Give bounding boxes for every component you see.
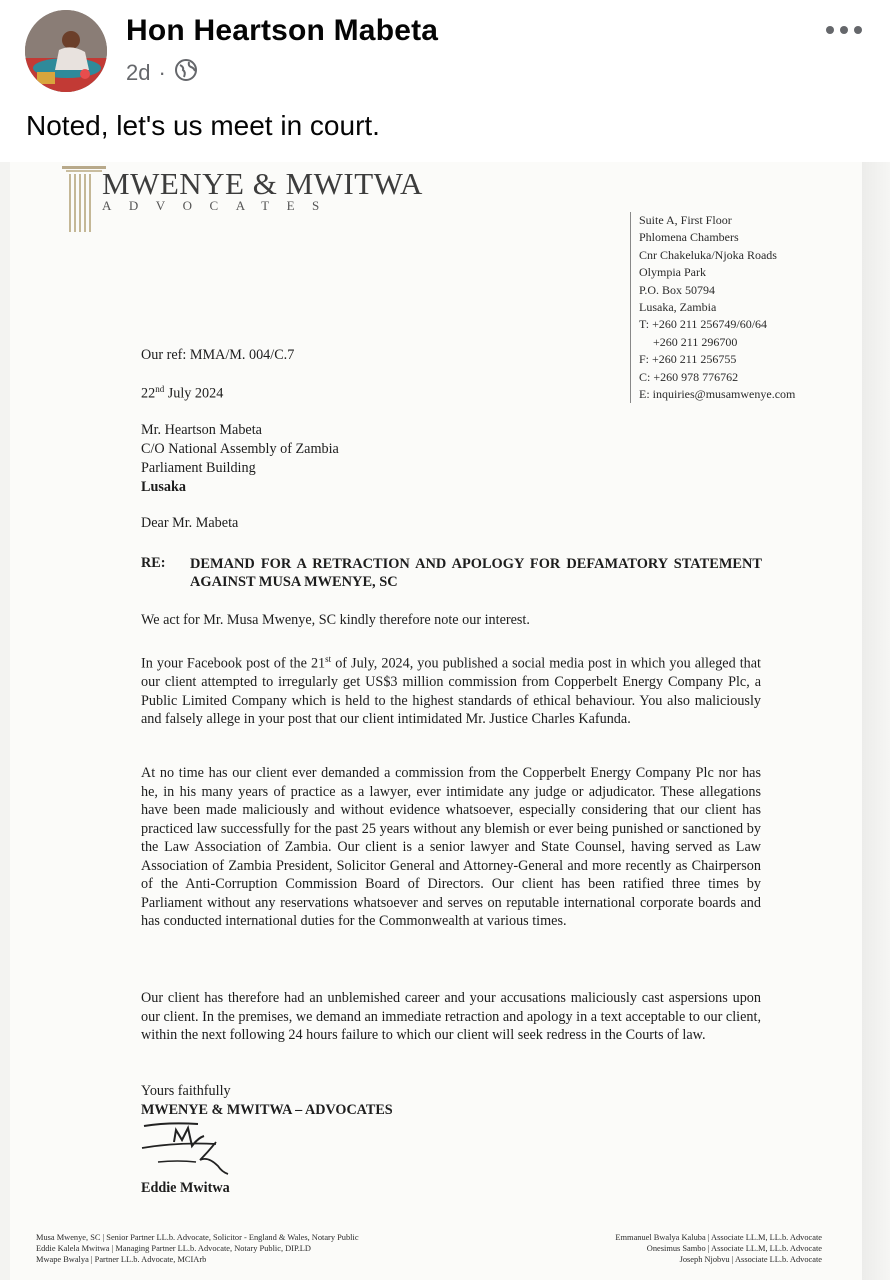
more-dot-icon — [854, 26, 862, 34]
address-line: P.O. Box 50794 — [639, 282, 716, 297]
footer-partners — [36, 1232, 359, 1265]
letter-date — [141, 384, 223, 403]
meta-separator: · — [158, 60, 166, 85]
subject-label: RE: — [141, 555, 166, 571]
address-line: C: +260 978 776762 — [639, 369, 739, 384]
firm-subtitle: ADVOCATES — [102, 198, 337, 213]
footer-line: Joseph Njobvu | Associate LL.b. Advocate — [679, 1255, 822, 1264]
footer-line: Onesimus Sambo | Associate LL.M, LL.b. Advocate — [646, 1244, 822, 1253]
more-dot-icon — [826, 26, 834, 34]
firm-name: MWENYE & MWITWA — [102, 166, 423, 201]
footer-line: Mwape Bwalya | Partner LL.b. Advocate, MCIArb — [36, 1255, 207, 1264]
date-day: 22 — [141, 385, 156, 402]
author-name[interactable]: Hon Heartson Mabeta — [126, 14, 439, 47]
subject-text: DEMAND FOR A RETRACTION AND APOLOGY FOR DEFAMATORY STATEMENT AGAINST MUSA MWENYE, SC — [190, 556, 762, 590]
paragraph-3: At no time has our client ever demanded a commission from the Copperbelt Energy Company Plc nor has he, in his many years of practice as a lawyer, ever intimidate any judge or adjudicator. These allegations have been made maliciously and without evidence whatsoever, especially considering that our client has practiced law successfully for the past 25 years without any blemish or ever being punished or sanctioned by the Law Association of Zambia. Our client is a senior lawyer and State Counsel, having served as Law Association of Zambia President, Solicitor General and Attorney-General and more recently as Chairperson of the Anti-Corruption Commission Board of Directors. Our client has been ratified three times by Parliament without any reservations whatsoever and serves on reputable international corporate boards and has conducted international duties for the Commonwealth at various times. — [141, 765, 761, 929]
more-options-button[interactable] — [826, 16, 862, 44]
recipient-line: Parliament Building — [141, 460, 256, 476]
photo-edge-shadow — [862, 162, 890, 1280]
footer-line: Eddie Kalela Mwitwa | Managing Partner LL.b. Advocate, Notary Public, DIP.LD — [36, 1244, 311, 1253]
paragraph-2-start: In your Facebook post of the 21 — [141, 655, 326, 672]
address-line: Olympia Park — [639, 265, 706, 280]
firm-address-block — [630, 212, 871, 403]
letter-page — [10, 162, 862, 1280]
closing-firm: MWENYE & MWITWA – ADVOCATES — [141, 1102, 393, 1118]
recipient-line: Mr. Heartson Mabeta — [141, 422, 262, 438]
salutation: Dear Mr. Mabeta — [141, 515, 239, 531]
post-meta — [126, 58, 198, 88]
paragraph-2 — [141, 650, 761, 729]
paragraph-4: Our client has therefore had an unblemished career and your accusations maliciously cast aspersions upon our client. In the premises, we demand an immediate retraction and apology in a text acceptable to our client, within the next following 24 hours failure to which our client will seek redress in the Courts of law. — [141, 990, 761, 1043]
our-reference: Our ref: MMA/M. 004/C.7 — [141, 347, 295, 363]
closing: Yours faithfully — [141, 1083, 231, 1099]
footer-line: Emmanuel Bwalya Kaluba | Associate LL.M, LL.b. Advocate — [615, 1233, 822, 1242]
paragraph-1: We act for Mr. Musa Mwenye, SC kindly therefore note our interest. — [141, 612, 530, 628]
address-line: F: +260 211 256755 — [639, 352, 737, 367]
date-suffix: nd — [155, 384, 165, 394]
post-header — [0, 0, 890, 100]
paragraph-2-suffix: st — [325, 654, 332, 664]
post-caption: Noted, let's us meet in court. — [26, 110, 380, 141]
address-line: Cnr Chakeluka/Njoka Roads — [639, 247, 777, 262]
footer-associates — [615, 1232, 822, 1265]
handwritten-signature — [138, 1112, 248, 1180]
author-avatar[interactable] — [25, 10, 107, 92]
post-photo[interactable] — [0, 162, 890, 1280]
address-line: Phlomena Chambers — [639, 230, 739, 245]
address-line: +260 211 296700 — [653, 334, 738, 349]
address-line: Suite A, First Floor — [639, 213, 732, 227]
post-age[interactable]: 2d — [126, 60, 151, 85]
more-dot-icon — [840, 26, 848, 34]
signatory-name: Eddie Mwitwa — [141, 1180, 230, 1196]
address-line: T: +260 211 256749/60/64 — [639, 317, 768, 332]
footer-line: Musa Mwenye, SC | Senior Partner LL.b. Advocate, Solicitor - England & Wales, Notary Public — [36, 1233, 359, 1242]
recipient-line: C/O National Assembly of Zambia — [141, 441, 339, 457]
recipient-line: Lusaka — [141, 479, 186, 495]
paragraph-2-rest: of July, 2024, you published a social media post in which you alleged that our client attempted to irregularly get US$3 million commission from Copperbelt Energy Company Plc, a Public Limited Company which is held to the highest standards of ethical behaviour. You also maliciously and falsely allege in your post that our client intimidated Mr. Justice Charles Kafunda. — [141, 655, 761, 728]
date-month-year: July 2024 — [164, 385, 224, 402]
address-line: E: inquiries@musamwenye.com — [639, 387, 796, 402]
globe-icon[interactable] — [174, 58, 198, 88]
address-line: Lusaka, Zambia — [639, 300, 717, 315]
